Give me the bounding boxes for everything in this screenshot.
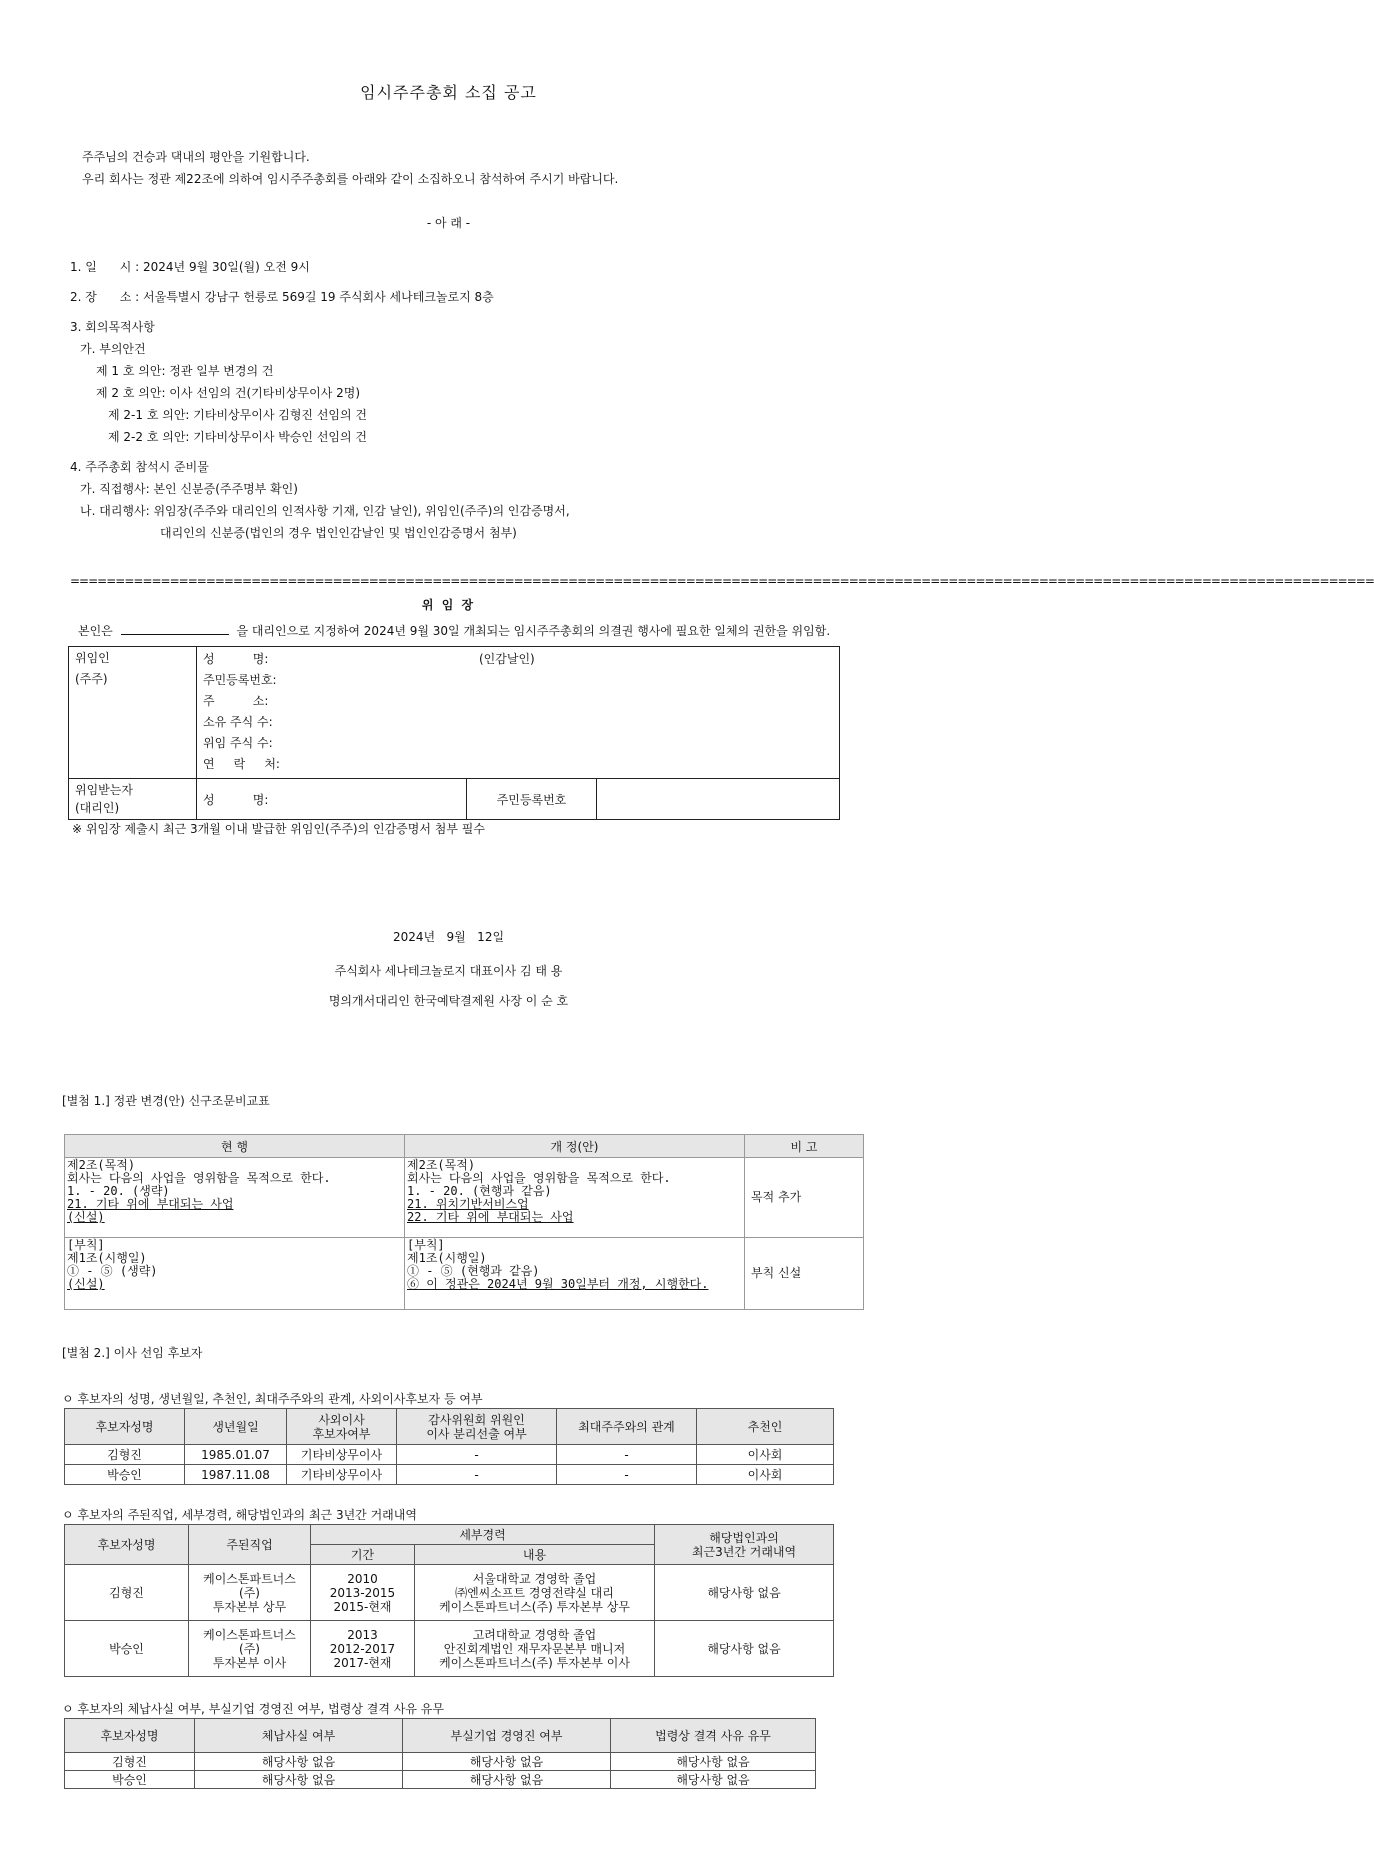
- agent-cell: [69, 779, 197, 820]
- amend-line: 제1조(시행일): [407, 1251, 487, 1265]
- table-cell: 기타비상무이사: [287, 1445, 397, 1465]
- sec2-header-trade: 해당법인과의 최근3년간 거래내역: [655, 1525, 834, 1565]
- proxy-sentence-post: 을 대리인으로 지정하여 2024년 9월 30일 개최되는 임시주주총회의 의결권 행사에 필요한 일체의 권한을 위임함.: [236, 624, 831, 638]
- sec2-header-career: 세부경력: [311, 1525, 655, 1545]
- delegator-contact-field[interactable]: 연 락 처:: [203, 757, 280, 771]
- sec2-header-period: 기간: [311, 1545, 415, 1565]
- candidate-basic-table: [64, 1408, 834, 1485]
- transfer-agent-signature: 명의개서대리인 한국예탁결제원 사장 이 순 호: [328, 994, 569, 1008]
- agent-sub-label: (대리인): [75, 801, 120, 815]
- table-row: [65, 1771, 816, 1789]
- item-place: 2. 장 소 : 서울특별시 강남구 헌릉로 569길 19 주식회사 세나테크놀로지 8층: [70, 290, 494, 304]
- sec1-header: 생년월일: [185, 1409, 287, 1445]
- agenda-2-1: 제 2-1 호 의안: 기타비상무이사 김형진 선임의 건: [108, 408, 368, 422]
- proxy-sentence: [78, 622, 830, 639]
- amend-line: [부칙]: [407, 1238, 445, 1252]
- amend-line: (신설): [67, 1210, 105, 1224]
- item-agenda-heading: 3. 회의목적사항: [70, 320, 155, 334]
- table-cell: 해당사항 없음: [611, 1753, 816, 1771]
- table-cell: 김형진: [65, 1445, 185, 1465]
- amend-row2-note: 부칙 신설: [745, 1238, 864, 1310]
- table-cell: 해당사항 없음: [195, 1771, 403, 1789]
- amend-line: 회사는 다음의 사업을 영위함을 목적으로 한다.: [407, 1171, 671, 1185]
- amend-line: 21. 위치기반서비스업: [407, 1197, 529, 1211]
- table-cell: -: [557, 1465, 697, 1485]
- table-row: [65, 1445, 834, 1465]
- delegator-owned-field[interactable]: 소유 주식 수:: [203, 715, 273, 729]
- agenda-1: 제 1 호 의안: 정관 일부 변경의 건: [96, 364, 274, 378]
- table-cell: 고려대학교 경영학 졸업 안진회계법인 재무자문본부 매니저 케이스톤파트너스(주) 투자본부 이사: [415, 1621, 655, 1677]
- sec3-header: 체납사실 여부: [195, 1719, 403, 1753]
- table-cell: 1985.01.07: [185, 1445, 287, 1465]
- proxy-note: ※ 위임장 제출시 최근 3개월 이내 발급한 위임인(주주)의 인감증명서 첨부 필수: [72, 822, 485, 836]
- agenda-2: 제 2 호 의안: 이사 선임의 건(기타비상무이사 2명): [96, 386, 361, 400]
- amend-line: 22. 기타 위에 부대되는 사업: [407, 1210, 574, 1224]
- item-date: 1. 일 시 : 2024년 9월 30일(월) 오전 9시: [70, 260, 310, 274]
- agenda-2-2: 제 2-2 호 의안: 기타비상무이사 박승인 선임의 건: [108, 430, 368, 444]
- table-cell: -: [397, 1445, 557, 1465]
- amend-line: 1. - 20. (생략): [67, 1184, 170, 1198]
- candidate-section3-title: ㅇ 후보자의 체납사실 여부, 부실기업 경영진 여부, 법령상 결격 사유 유무: [62, 1702, 444, 1716]
- amend-row1-revised: [405, 1158, 745, 1238]
- table-row: [65, 1753, 816, 1771]
- amend-line: 제2조(목적): [407, 1158, 476, 1172]
- amend-header-note: 비 고: [745, 1135, 864, 1158]
- amend-row2-current: [65, 1238, 405, 1310]
- amend-row1-note: 목적 추가: [745, 1158, 864, 1238]
- table-row: [65, 1621, 834, 1677]
- notice-title: 임시주주총회 소집 공고: [360, 83, 537, 102]
- table-cell: 해당사항 없음: [403, 1771, 611, 1789]
- delegator-sub-label: (주주): [75, 672, 108, 686]
- table-cell: 기타비상무이사: [287, 1465, 397, 1485]
- candidate-section1-title: ㅇ 후보자의 성명, 생년월일, 추천인, 최대주주와의 관계, 사외이사후보자 등 여부: [62, 1392, 483, 1406]
- notice-date: 2024년 9월 12일: [392, 930, 505, 944]
- separator-line: ================================================================================================================================================: [70, 574, 1374, 588]
- amend-header-revised: 개 정(안): [405, 1135, 745, 1158]
- proxy-blank[interactable]: [121, 623, 229, 635]
- candidate-eligibility-table: [64, 1718, 816, 1789]
- amend-row2-revised: [405, 1238, 745, 1310]
- table-cell: 김형진: [65, 1565, 189, 1621]
- table-cell: 1987.11.08: [185, 1465, 287, 1485]
- candidate-career-table: [64, 1524, 834, 1677]
- item-prep-proxy-2: 대리인의 신분증(법인의 경우 법인인감날인 및 법인인감증명서 첨부): [160, 526, 517, 540]
- proxy-sentence-pre: 본인은: [78, 624, 113, 638]
- seal-label: (인감날인): [479, 652, 535, 666]
- proxy-title: 위 임 장: [421, 598, 476, 612]
- company-signature: 주식회사 세나테크놀로지 대표이사 김 태 용: [334, 964, 563, 978]
- table-cell: 이사회: [697, 1445, 834, 1465]
- table-cell: 박승인: [65, 1465, 185, 1485]
- item-agenda-sub: 가. 부의안건: [80, 342, 146, 356]
- sec3-header: 법령상 결격 사유 유무: [611, 1719, 816, 1753]
- delegator-address-field[interactable]: 주 소:: [203, 694, 269, 708]
- greeting-line-2: 우리 회사는 정관 제22조에 의하여 임시주주총회를 아래와 같이 소집하오니 참석하여 주시기 바랍니다.: [82, 172, 619, 186]
- annex1-title: [별첨 1.] 정관 변경(안) 신구조문비교표: [62, 1094, 270, 1108]
- sec1-header: 사외이사 후보자여부: [287, 1409, 397, 1445]
- table-cell: 2010 2013-2015 2015-현재: [311, 1565, 415, 1621]
- table-cell: 서울대학교 경영학 졸업 ㈜엔씨소프트 경영전략실 대리 케이스톤파트너스(주) 투자본부 상무: [415, 1565, 655, 1621]
- delegator-cell: [69, 647, 197, 779]
- sec1-header: 최대주주와의 관계: [557, 1409, 697, 1445]
- table-row: [65, 1465, 834, 1485]
- table-cell: 박승인: [65, 1771, 195, 1789]
- item-prep-heading: 4. 주주총회 참석시 준비물: [70, 460, 209, 474]
- table-cell: 이사회: [697, 1465, 834, 1485]
- amend-line: 제1조(시행일): [67, 1251, 147, 1265]
- delegator-fields: [197, 647, 840, 779]
- greeting-line-1: 주주님의 건승과 댁내의 평안을 기원합니다.: [82, 150, 310, 164]
- table-cell: 케이스톤파트너스(주) 투자본부 이사: [189, 1621, 311, 1677]
- amend-line: 제2조(목적): [67, 1158, 136, 1172]
- table-cell: -: [557, 1445, 697, 1465]
- delegator-label: 위임인: [75, 651, 110, 665]
- delegator-reg-field[interactable]: 주민등록번호:: [203, 673, 277, 687]
- agent-label: 위임받는자: [75, 783, 133, 797]
- table-cell: 김형진: [65, 1753, 195, 1771]
- table-cell: 해당사항 없음: [655, 1621, 834, 1677]
- sec3-header: 부실기업 경영진 여부: [403, 1719, 611, 1753]
- amend-line: ⑥ 이 정관은 2024년 9월 30일부터 개정, 시행한다.: [407, 1277, 709, 1291]
- sec2-header-content: 내용: [415, 1545, 655, 1565]
- amend-row1-current: [65, 1158, 405, 1238]
- sec3-header: 후보자성명: [65, 1719, 195, 1753]
- sec2-header-job: 주된직업: [189, 1525, 311, 1565]
- amend-line: 회사는 다음의 사업을 영위함을 목적으로 한다.: [67, 1171, 331, 1185]
- amend-line: [부칙]: [67, 1238, 105, 1252]
- below-heading: - 아 래 -: [426, 216, 471, 230]
- amend-header-current: 현 행: [65, 1135, 405, 1158]
- agent-name-field[interactable]: 성 명:: [197, 779, 467, 820]
- item-prep-direct: 가. 직접행사: 본인 신분증(주주명부 확인): [80, 482, 298, 496]
- table-cell: 해당사항 없음: [403, 1753, 611, 1771]
- amend-line: 21. 기타 위에 부대되는 사업: [67, 1197, 234, 1211]
- amend-line: (신설): [67, 1277, 105, 1291]
- proxy-form-table: [68, 646, 840, 820]
- table-cell: 해당사항 없음: [195, 1753, 403, 1771]
- agent-reg-label: 주민등록번호: [467, 779, 597, 820]
- delegator-name-field[interactable]: 성 명:: [203, 652, 269, 666]
- table-cell: 2013 2012-2017 2017-현재: [311, 1621, 415, 1677]
- sec2-header-name: 후보자성명: [65, 1525, 189, 1565]
- table-cell: 해당사항 없음: [611, 1771, 816, 1789]
- amend-line: ① - ⑤ (현행과 같음): [407, 1264, 540, 1278]
- amendment-table: [64, 1134, 864, 1310]
- item-prep-proxy: 나. 대리행사: 위임장(주주와 대리인의 인적사항 기재, 인감 날인), 위임인(주주)의 인감증명서,: [80, 504, 570, 518]
- table-cell: 박승인: [65, 1621, 189, 1677]
- delegator-delegated-field[interactable]: 위임 주식 수:: [203, 736, 273, 750]
- annex2-title: [별첨 2.] 이사 선임 후보자: [62, 1346, 203, 1360]
- sec1-header: 후보자성명: [65, 1409, 185, 1445]
- agent-reg-field[interactable]: [597, 779, 840, 820]
- candidate-section2-title: ㅇ 후보자의 주된직업, 세부경력, 해당법인과의 최근 3년간 거래내역: [62, 1508, 417, 1522]
- table-row: [65, 1565, 834, 1621]
- amend-line: 1. - 20. (현행과 같음): [407, 1184, 552, 1198]
- sec1-header: 감사위원회 위원인 이사 분리선출 여부: [397, 1409, 557, 1445]
- table-cell: 케이스톤파트너스(주) 투자본부 상무: [189, 1565, 311, 1621]
- table-cell: 해당사항 없음: [655, 1565, 834, 1621]
- amend-line: ① - ⑤ (생략): [67, 1264, 158, 1278]
- sec1-header: 추천인: [697, 1409, 834, 1445]
- table-cell: -: [397, 1465, 557, 1485]
